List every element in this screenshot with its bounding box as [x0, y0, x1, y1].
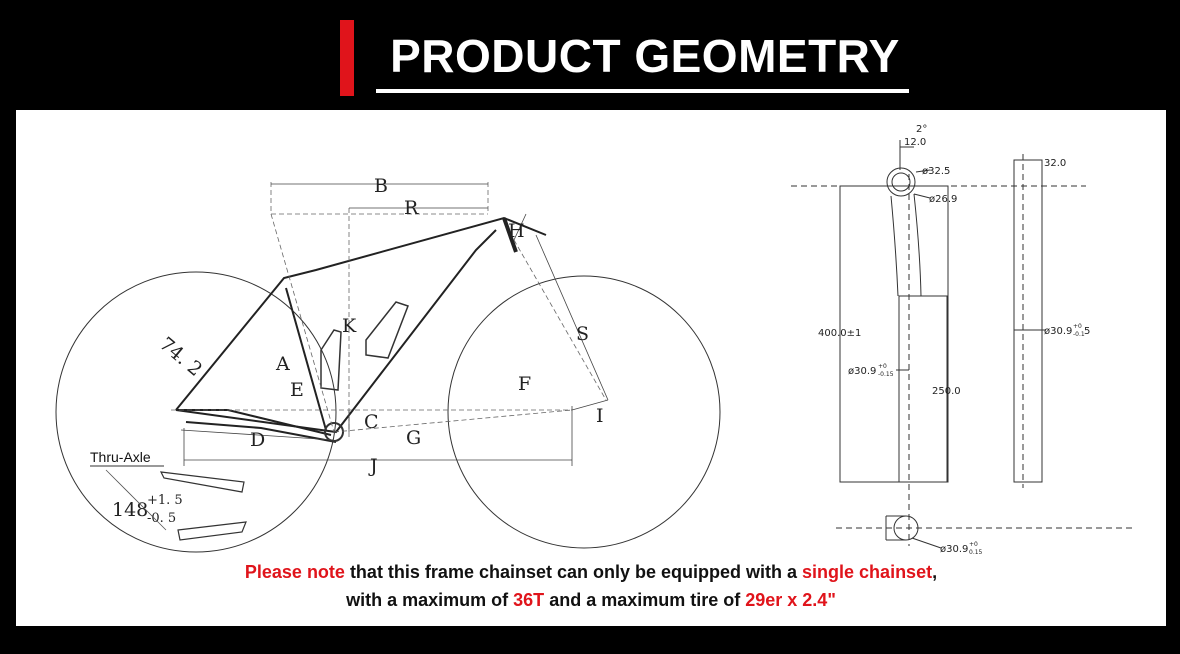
label-h: H: [508, 220, 525, 242]
post-diameter: ø30.9: [848, 366, 877, 377]
note-text-3: with a maximum of: [346, 590, 514, 610]
note-line-2: [16, 586, 1166, 614]
post-tol-upper: +0: [878, 363, 887, 370]
note-highlight-please-note: Please note: [244, 562, 345, 582]
label-j: J: [370, 455, 378, 477]
setback-value: 12.0: [904, 137, 927, 148]
frame-tubes: [176, 218, 546, 442]
note-text-1: that this frame chainset can only be equipped with a: [344, 562, 803, 582]
post-tol-lower: -0.15: [878, 371, 894, 378]
bottom-tol-lower: 0.15: [969, 549, 983, 556]
label-r: R: [404, 197, 419, 219]
label-i: I: [596, 405, 604, 427]
note-highlight-36t: 36T: [513, 590, 545, 610]
note-highlight-single-chainset: single chainset: [802, 562, 933, 582]
note-text-4: and a maximum tire of: [544, 590, 746, 610]
label-s: S: [576, 323, 590, 345]
bottom-diameter: ø30.9: [940, 544, 969, 555]
compatibility-note: [16, 558, 1166, 614]
note-highlight-tire: 29er x 2.4": [745, 590, 836, 610]
note-text-2: ,: [932, 562, 938, 582]
head-angle-label: 74. 2: [155, 332, 207, 381]
title-accent-bar: [340, 20, 354, 96]
side-diameter: ø30.9: [1044, 326, 1073, 337]
label-a: A: [276, 353, 290, 375]
label-d: D: [250, 429, 266, 451]
axle-tol-minus: -0. 5: [147, 511, 177, 526]
side-tol-lower: -0.1: [1073, 331, 1085, 338]
side-tol-upper: +0: [1073, 323, 1082, 330]
axle-tol-plus: +1. 5: [147, 493, 183, 508]
title-underline: [376, 89, 909, 93]
frame-labels: [90, 175, 604, 540]
bottom-tol-upper: +0: [969, 541, 978, 548]
setback-angle: 2°: [916, 124, 928, 135]
side-tol-tail: 5: [1084, 326, 1091, 337]
page-title: PRODUCT GEOMETRY: [390, 30, 900, 82]
label-c: C: [364, 411, 379, 433]
top-width: 32.0: [1044, 158, 1067, 169]
note-line-1: [16, 558, 1166, 586]
min-insert: 250.0: [932, 386, 961, 397]
axle-width-label: 148: [112, 499, 149, 521]
label-k: K: [342, 315, 357, 337]
geometry-panel: [16, 110, 1166, 626]
label-b: B: [374, 175, 388, 197]
header: [0, 0, 1180, 110]
geometry-drawing: [16, 110, 1166, 570]
label-e: E: [290, 379, 304, 401]
thru-axle-label: Thru-Axle: [90, 449, 151, 465]
clamp-diameter-2: ø26.9: [929, 194, 958, 205]
post-length: 400.0±1: [818, 328, 862, 339]
label-g: G: [406, 427, 422, 449]
clamp-diameter-1: ø32.5: [922, 166, 951, 177]
bottle-1: [321, 330, 341, 390]
seatpost-diagram: [791, 140, 1136, 548]
label-f: F: [518, 373, 532, 395]
seatpost-labels: [818, 124, 1090, 556]
bottle-2: [366, 302, 408, 358]
front-wheel: [448, 276, 720, 548]
